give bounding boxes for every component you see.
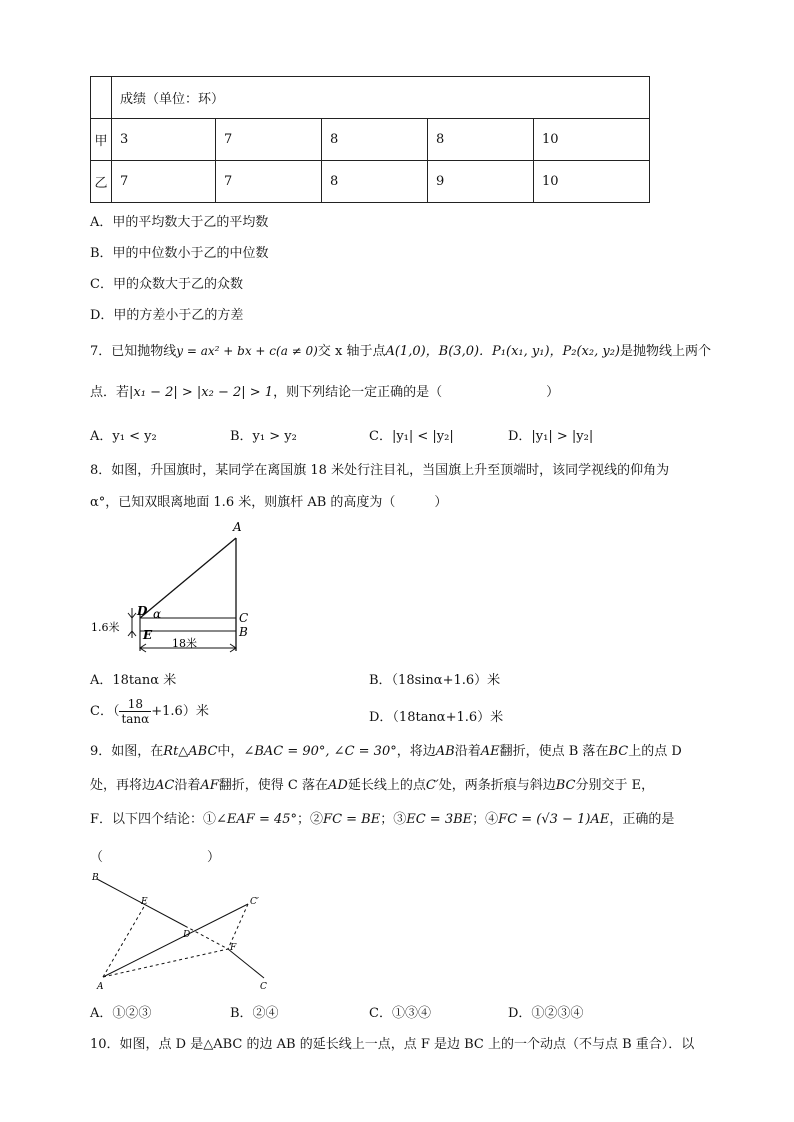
label-d: D <box>183 930 191 940</box>
q9-text: ；④ <box>472 812 499 827</box>
q9-math: AC <box>155 778 175 793</box>
q9-conclusion: FC = BE <box>323 812 381 827</box>
q9-text: 9．如图，在 <box>90 744 164 759</box>
q8-option-b: B．（18sinα+1.6）米 <box>369 673 501 688</box>
table-header-row <box>91 77 650 119</box>
q7-option-a: A．y₁ < y₂ <box>90 429 157 444</box>
q8-option-c-text: +1.6）米 <box>151 704 209 719</box>
table-cell: 10 <box>534 119 650 161</box>
table-cell: 10 <box>534 161 650 203</box>
q8-option-a: A．18tanα 米 <box>90 673 177 688</box>
q8-line2: α°，已知双眼离地面 1.6 米，则旗杆 AB 的高度为（ ） <box>90 495 448 510</box>
q7-text: ，则下列结论一定正确的是（ ） <box>273 385 560 400</box>
q9-text: ，正确的是 <box>609 812 675 827</box>
fold-af <box>103 949 228 977</box>
fold-figure <box>88 868 268 996</box>
q7-line1 <box>90 340 711 359</box>
table-cell: 8 <box>322 119 428 161</box>
label-e: E <box>141 897 148 907</box>
q9-text: ，将边 <box>396 744 436 759</box>
table-header: 成绩（单位：环） <box>112 77 650 119</box>
label-height: 1.6米 <box>91 621 120 634</box>
fraction-numerator: 18 <box>119 697 151 712</box>
q9-math: AB <box>435 744 455 759</box>
fraction-denominator: tanα <box>121 712 150 726</box>
fraction <box>119 697 151 726</box>
q9-conclusion: ∠EAF = 45° <box>216 812 298 827</box>
q9-text: F．以下四个结论：① <box>90 812 217 827</box>
label-c-prime: C′ <box>250 897 259 907</box>
q9-line3 <box>90 808 674 827</box>
score-table <box>90 76 650 203</box>
q7-condition: |x₁ − 2| > |x₂ − 2| > 1 <box>129 385 274 400</box>
q9-text: 沿着 <box>454 744 481 759</box>
q7-option-d: D．|y₁| > |y₂| <box>508 429 594 444</box>
q6-option-b: B．甲的中位数小于乙的中位数 <box>90 246 269 261</box>
q9-math: ∠BAC = 90°, ∠C = 30° <box>243 744 397 759</box>
table-cell: 7 <box>216 119 322 161</box>
q7-points: A(1,0)，B(3,0)．P₁(x₁, y₁)，P₂(x₂, y₂) <box>385 344 620 359</box>
label-b: B <box>92 873 99 883</box>
q7-text: 交 x 轴于点 <box>317 344 386 359</box>
q9-math: C′ <box>425 778 439 793</box>
q9-line2 <box>90 774 654 793</box>
table-cell: 7 <box>112 161 216 203</box>
q8-option-c-text: C．（ <box>90 704 120 719</box>
label-a: A <box>233 520 242 534</box>
q9-math: AF <box>200 778 219 793</box>
q6-option-a: A．甲的平均数大于乙的平均数 <box>90 215 269 230</box>
q7-option-b: B．y₁ > y₂ <box>230 429 297 444</box>
table-cell: 9 <box>428 161 534 203</box>
q9-line1 <box>90 740 682 759</box>
label-c: C <box>260 982 267 992</box>
q7-line2 <box>90 381 559 400</box>
q9-conclusion: FC = (√3 − 1)AE <box>498 812 610 827</box>
label-f: F <box>230 943 237 953</box>
q9-text: ；③ <box>380 812 407 827</box>
table-cell: 3 <box>112 119 216 161</box>
label-b: B <box>239 625 248 639</box>
label-e: E <box>143 628 153 642</box>
q9-math: BC <box>555 778 576 793</box>
flagpole-figure <box>88 518 260 660</box>
table-cell: 7 <box>216 161 322 203</box>
sight-line <box>140 538 236 618</box>
q9-option-b: B．②④ <box>230 1006 279 1021</box>
q9-text: 中， <box>217 744 244 759</box>
q7-text: 7．已知抛物线 <box>90 344 177 359</box>
q6-option-d: D．甲的方差小于乙的方差 <box>90 308 244 323</box>
q7-formula: y = ax² + bx + c(a ≠ 0) <box>176 344 318 358</box>
q9-text: 处，再将边 <box>90 778 156 793</box>
q9-conclusion: EC = 3BE <box>406 812 473 827</box>
q7-option-c: C．|y₁| < |y₂| <box>369 429 454 444</box>
q9-text: 翻折，使得 C 落在 <box>218 778 329 793</box>
label-distance: 18米 <box>172 637 197 650</box>
q8-option-c <box>90 697 209 727</box>
q9-text: 处，两条折痕与斜边 <box>438 778 556 793</box>
row-name: 甲 <box>91 119 112 161</box>
table-row <box>91 161 650 203</box>
q9-option-d: D．①②③④ <box>508 1006 584 1021</box>
label-a: A <box>97 982 104 992</box>
label-c: C <box>239 611 249 625</box>
q9-option-c: C．①③④ <box>369 1006 431 1021</box>
q9-text: 上的点 D <box>628 744 682 759</box>
label-alpha: α <box>153 607 162 621</box>
q9-text: 翻折，使点 B 落在 <box>499 744 609 759</box>
q9-math: Rt△ABC <box>163 744 218 759</box>
table-cell: 8 <box>428 119 534 161</box>
segment-dc <box>185 926 228 949</box>
row-name: 乙 <box>91 161 112 203</box>
q7-text: 点．若 <box>90 385 130 400</box>
q9-math: AE <box>480 744 500 759</box>
q9-answer-paren: （ ） <box>90 850 221 865</box>
q9-text: 分别交于 E， <box>575 778 655 793</box>
q9-math: AD <box>328 778 348 793</box>
table-row <box>91 119 650 161</box>
q10-line1: 10．如图，点 D 是△ABC 的边 AB 的延长线上一点，点 F 是边 BC 上的一个动点（不与点 B 重合）．以 <box>90 1037 695 1052</box>
q7-text: 是抛物线上两个 <box>619 344 711 359</box>
segment-fc <box>228 949 264 978</box>
q8-option-d: D．（18tanα+1.6）米 <box>369 710 504 725</box>
q9-text: 延长线上的点 <box>347 778 426 793</box>
q9-option-a: A．①②③ <box>90 1006 152 1021</box>
q9-math: BC <box>608 744 629 759</box>
q6-option-c: C．甲的众数大于乙的众数 <box>90 277 243 292</box>
q8-line1: 8．如图，升国旗时，某同学在离国旗 18 米处行注目礼，当国旗上升至顶端时，该同学视线的仰角为 <box>90 463 670 478</box>
q9-text: ；② <box>297 812 324 827</box>
q9-text: 沿着 <box>174 778 201 793</box>
table-cell: 8 <box>322 161 428 203</box>
label-d: D <box>137 604 148 618</box>
